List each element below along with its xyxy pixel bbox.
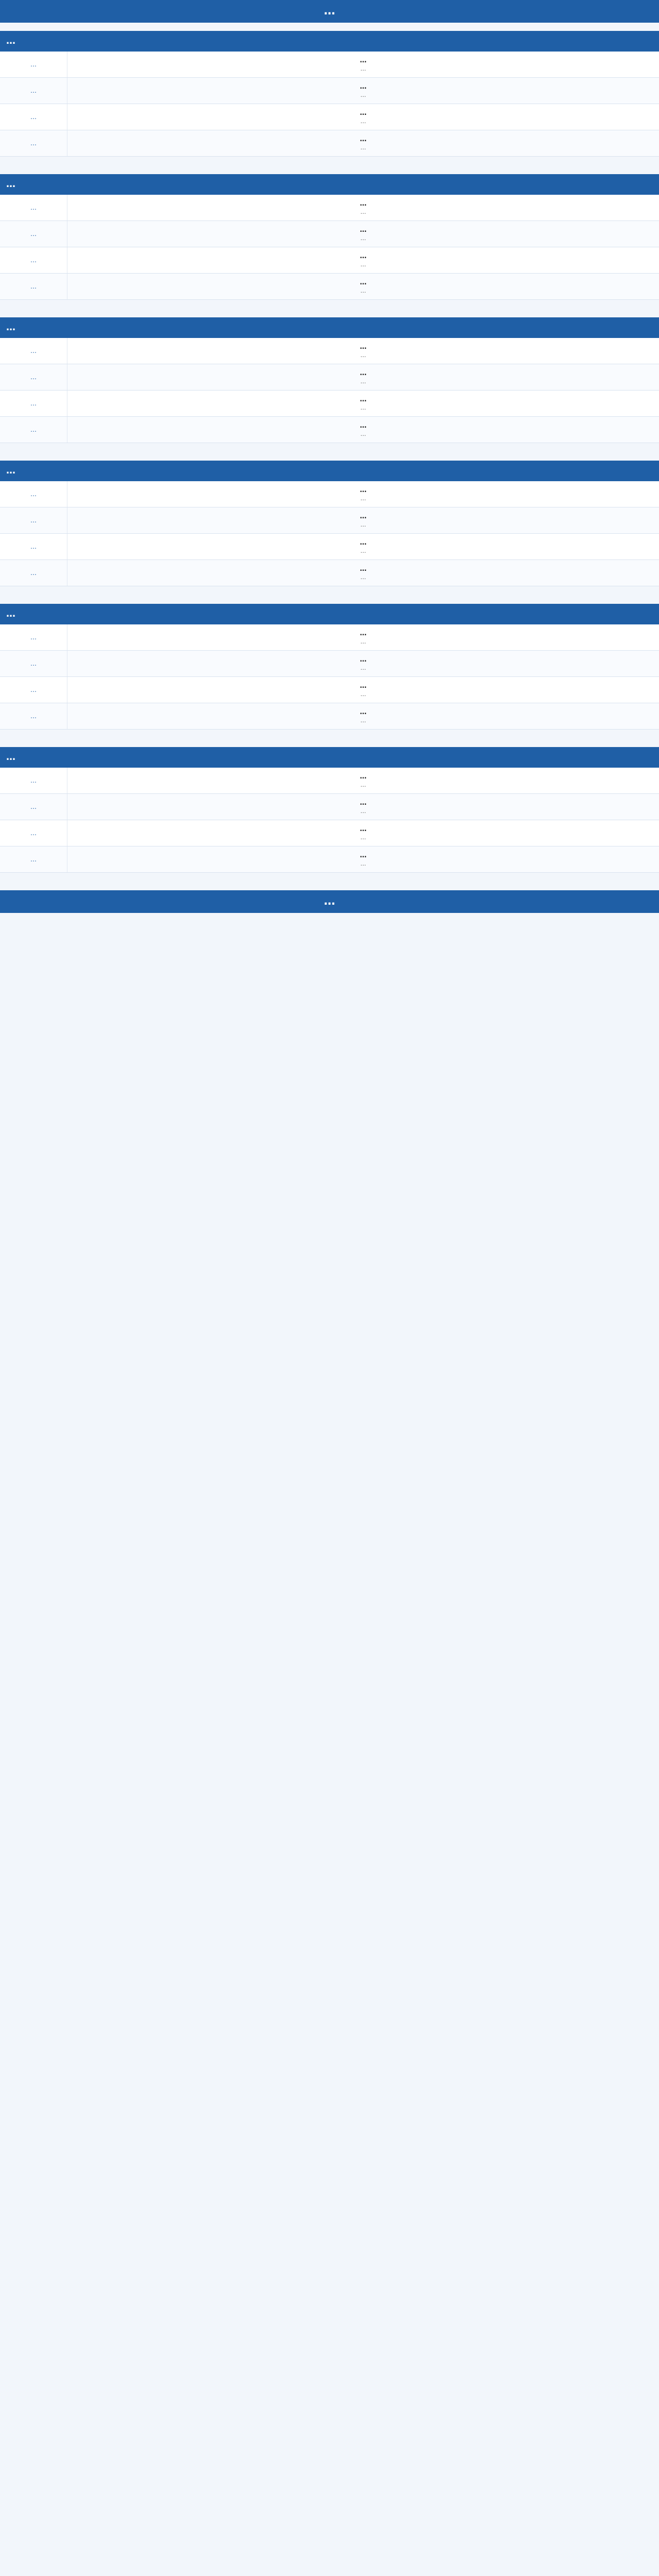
talk-meta: … bbox=[360, 287, 366, 294]
schedule-row bbox=[0, 768, 659, 794]
session-title: … bbox=[0, 604, 659, 624]
talk-title: … bbox=[360, 825, 367, 833]
time-slot: … bbox=[0, 195, 67, 221]
talk-content bbox=[67, 78, 659, 104]
schedule-row bbox=[0, 78, 659, 104]
section-gap bbox=[0, 730, 659, 739]
talk-meta: … bbox=[360, 261, 366, 268]
talk-title: … bbox=[360, 369, 367, 377]
session-section bbox=[0, 604, 659, 739]
talk-title: … bbox=[360, 109, 367, 117]
time-slot: … bbox=[0, 247, 67, 273]
talk-content bbox=[67, 274, 659, 299]
time-slot: … bbox=[0, 52, 67, 77]
time-slot: … bbox=[0, 768, 67, 793]
schedule-row bbox=[0, 794, 659, 820]
talk-title: … bbox=[360, 539, 367, 547]
talk-meta: … bbox=[360, 782, 366, 788]
session-section bbox=[0, 317, 659, 452]
talk-title: … bbox=[360, 486, 367, 494]
talk-meta: … bbox=[360, 209, 366, 215]
time-slot: … bbox=[0, 391, 67, 416]
time-slot: … bbox=[0, 560, 67, 586]
talk-content bbox=[67, 507, 659, 533]
talk-title: … bbox=[360, 565, 367, 573]
talk-meta: … bbox=[360, 665, 366, 671]
talk-meta: … bbox=[360, 378, 366, 385]
talk-content bbox=[67, 651, 659, 676]
schedule-row bbox=[0, 130, 659, 157]
schedule-row bbox=[0, 560, 659, 586]
talk-meta: … bbox=[360, 495, 366, 502]
talk-content bbox=[67, 534, 659, 560]
schedule-row bbox=[0, 507, 659, 534]
schedule-row bbox=[0, 534, 659, 560]
talk-meta: … bbox=[360, 404, 366, 411]
talk-meta: … bbox=[360, 65, 366, 72]
talk-title: … bbox=[360, 83, 367, 91]
talk-meta: … bbox=[360, 118, 366, 125]
talk-title: … bbox=[360, 773, 367, 781]
talk-title: … bbox=[360, 682, 367, 690]
talk-content bbox=[67, 364, 659, 390]
schedule-row bbox=[0, 274, 659, 300]
talk-title: … bbox=[360, 200, 367, 208]
talk-title: … bbox=[360, 135, 367, 143]
time-slot: … bbox=[0, 274, 67, 299]
time-slot: … bbox=[0, 794, 67, 820]
talk-meta: … bbox=[360, 548, 366, 554]
section-gap bbox=[0, 586, 659, 596]
talk-content bbox=[67, 481, 659, 507]
talk-content bbox=[67, 52, 659, 77]
time-slot: … bbox=[0, 364, 67, 390]
schedule-row bbox=[0, 846, 659, 873]
schedule-row bbox=[0, 481, 659, 507]
time-slot: … bbox=[0, 417, 67, 443]
schedule-row bbox=[0, 221, 659, 247]
schedule-row bbox=[0, 364, 659, 391]
talk-content bbox=[67, 391, 659, 416]
talk-title: … bbox=[360, 343, 367, 351]
talk-title: … bbox=[360, 396, 367, 403]
talk-meta: … bbox=[360, 808, 366, 815]
session-title: … bbox=[0, 174, 659, 195]
schedule-row bbox=[0, 104, 659, 130]
session-section bbox=[0, 31, 659, 166]
talk-title: … bbox=[360, 708, 367, 716]
time-slot: … bbox=[0, 104, 67, 130]
schedule-row bbox=[0, 417, 659, 443]
talk-meta: … bbox=[360, 431, 366, 437]
schedule-row bbox=[0, 195, 659, 221]
talk-title: … bbox=[360, 57, 367, 64]
schedule-row bbox=[0, 338, 659, 364]
talk-content bbox=[67, 247, 659, 273]
talk-content bbox=[67, 677, 659, 703]
session-title: … bbox=[0, 747, 659, 768]
talk-content bbox=[67, 104, 659, 130]
talk-title: … bbox=[360, 226, 367, 234]
talk-meta: … bbox=[360, 521, 366, 528]
section-gap bbox=[0, 157, 659, 166]
sessions-list bbox=[0, 31, 659, 882]
page-header: … bbox=[0, 0, 659, 23]
talk-title: … bbox=[360, 513, 367, 520]
session-section bbox=[0, 461, 659, 596]
talk-content bbox=[67, 794, 659, 820]
talk-meta: … bbox=[360, 235, 366, 242]
section-gap bbox=[0, 300, 659, 309]
schedule-row bbox=[0, 247, 659, 274]
talk-content bbox=[67, 846, 659, 872]
footer-banner: … bbox=[0, 890, 659, 913]
talk-meta: … bbox=[360, 717, 366, 724]
talk-content bbox=[67, 560, 659, 586]
session-title: … bbox=[0, 31, 659, 52]
time-slot: … bbox=[0, 481, 67, 507]
talk-meta: … bbox=[360, 574, 366, 581]
talk-meta: … bbox=[360, 92, 366, 98]
talk-content bbox=[67, 195, 659, 221]
schedule-row bbox=[0, 651, 659, 677]
schedule-row bbox=[0, 624, 659, 651]
talk-content bbox=[67, 624, 659, 650]
time-slot: … bbox=[0, 624, 67, 650]
schedule-row bbox=[0, 677, 659, 703]
talk-content bbox=[67, 417, 659, 443]
talk-meta: … bbox=[360, 691, 366, 698]
talk-meta: … bbox=[360, 144, 366, 151]
time-slot: … bbox=[0, 221, 67, 247]
schedule-row bbox=[0, 52, 659, 78]
talk-content bbox=[67, 338, 659, 364]
schedule-row bbox=[0, 703, 659, 730]
schedule-row bbox=[0, 820, 659, 846]
session-section bbox=[0, 174, 659, 309]
talk-title: … bbox=[360, 422, 367, 430]
time-slot: … bbox=[0, 677, 67, 703]
talk-content bbox=[67, 768, 659, 793]
time-slot: … bbox=[0, 651, 67, 676]
time-slot: … bbox=[0, 703, 67, 729]
section-gap bbox=[0, 873, 659, 882]
talk-title: … bbox=[360, 656, 367, 664]
talk-content bbox=[67, 130, 659, 156]
session-title: … bbox=[0, 461, 659, 481]
time-slot: … bbox=[0, 338, 67, 364]
time-slot: … bbox=[0, 534, 67, 560]
talk-title: … bbox=[360, 279, 367, 286]
time-slot: … bbox=[0, 78, 67, 104]
talk-title: … bbox=[360, 852, 367, 859]
time-slot: … bbox=[0, 846, 67, 872]
talk-meta: … bbox=[360, 834, 366, 841]
talk-content bbox=[67, 221, 659, 247]
time-slot: … bbox=[0, 820, 67, 846]
session-section bbox=[0, 747, 659, 882]
talk-content bbox=[67, 703, 659, 729]
talk-meta: … bbox=[360, 860, 366, 867]
section-gap bbox=[0, 443, 659, 452]
schedule-row bbox=[0, 391, 659, 417]
time-slot: … bbox=[0, 130, 67, 156]
time-slot: … bbox=[0, 507, 67, 533]
talk-title: … bbox=[360, 799, 367, 807]
talk-content bbox=[67, 820, 659, 846]
session-title: … bbox=[0, 317, 659, 338]
talk-meta: … bbox=[360, 352, 366, 359]
talk-meta: … bbox=[360, 638, 366, 645]
talk-title: … bbox=[360, 252, 367, 260]
talk-title: … bbox=[360, 630, 367, 637]
